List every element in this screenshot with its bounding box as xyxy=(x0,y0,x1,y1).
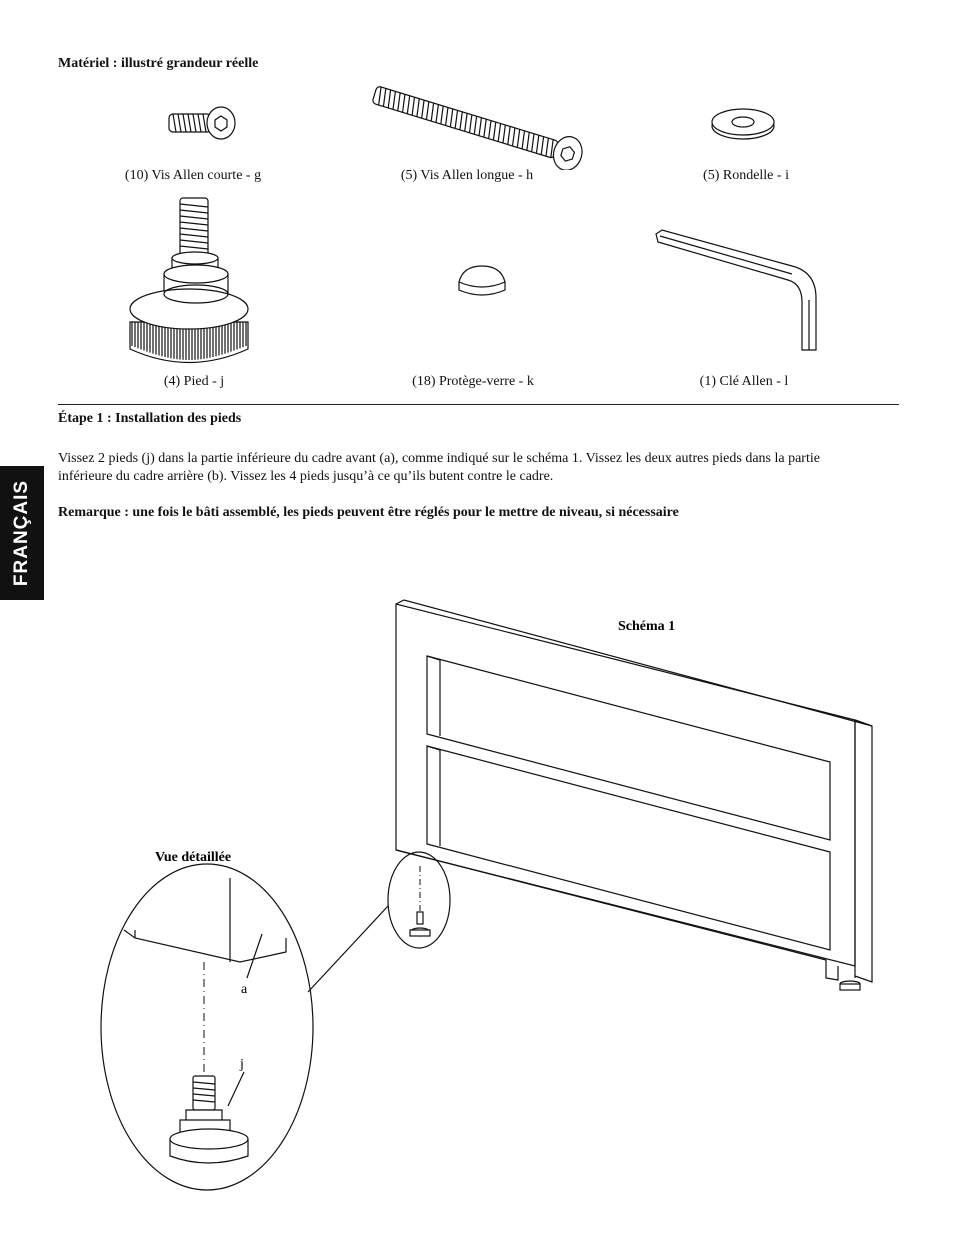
caption-foot: (4) Pied - j xyxy=(163,374,225,389)
allen-key-icon xyxy=(652,226,822,358)
step1-note: Remarque : une fois le bâti assemblé, les pieds peuvent être réglés pour le mettre de niveau, si nécessaire xyxy=(58,505,679,520)
caption-allen-key: (1) Clé Allen - l xyxy=(699,374,789,389)
detail-title: Vue détaillée xyxy=(155,850,232,865)
schema-title: Schéma 1 xyxy=(618,619,676,634)
materials-heading: Matériel : illustré grandeur réelle xyxy=(58,56,259,71)
short-allen-screw-icon xyxy=(165,104,245,144)
step1-line1: Vissez 2 pieds (j) dans la partie inférieure du cadre avant (a), comme indiqué sur le schéma 1. Vissez les deux autres pieds dans la partie xyxy=(58,451,820,466)
caption-glass-protector: (18) Protège-verre - k xyxy=(412,374,534,389)
glass-protector-icon xyxy=(455,262,509,300)
caption-long-screw: (5) Vis Allen longue - h xyxy=(400,168,534,183)
step1-heading: Étape 1 : Installation des pieds xyxy=(58,411,242,426)
washer-icon xyxy=(708,104,778,144)
schema-1-drawing xyxy=(0,590,954,1235)
foot-icon xyxy=(126,194,252,372)
long-allen-screw-icon xyxy=(368,84,598,170)
label-a: a xyxy=(241,982,248,997)
language-tab-label: FRANÇAIS xyxy=(11,479,32,587)
language-tab xyxy=(0,466,44,600)
caption-short-screw: (10) Vis Allen courte - g xyxy=(124,168,262,183)
detail-view-oval xyxy=(101,864,313,1190)
detail-callout-circle xyxy=(388,852,450,948)
front-frame xyxy=(396,600,872,990)
label-j: j xyxy=(240,1057,244,1072)
section-divider xyxy=(58,404,899,405)
caption-washer: (5) Rondelle - i xyxy=(703,168,789,183)
step1-line2: inférieure du cadre arrière (b). Vissez les 4 pieds jusqu’à ce qu’ils butent contre le cadre. xyxy=(58,469,554,484)
